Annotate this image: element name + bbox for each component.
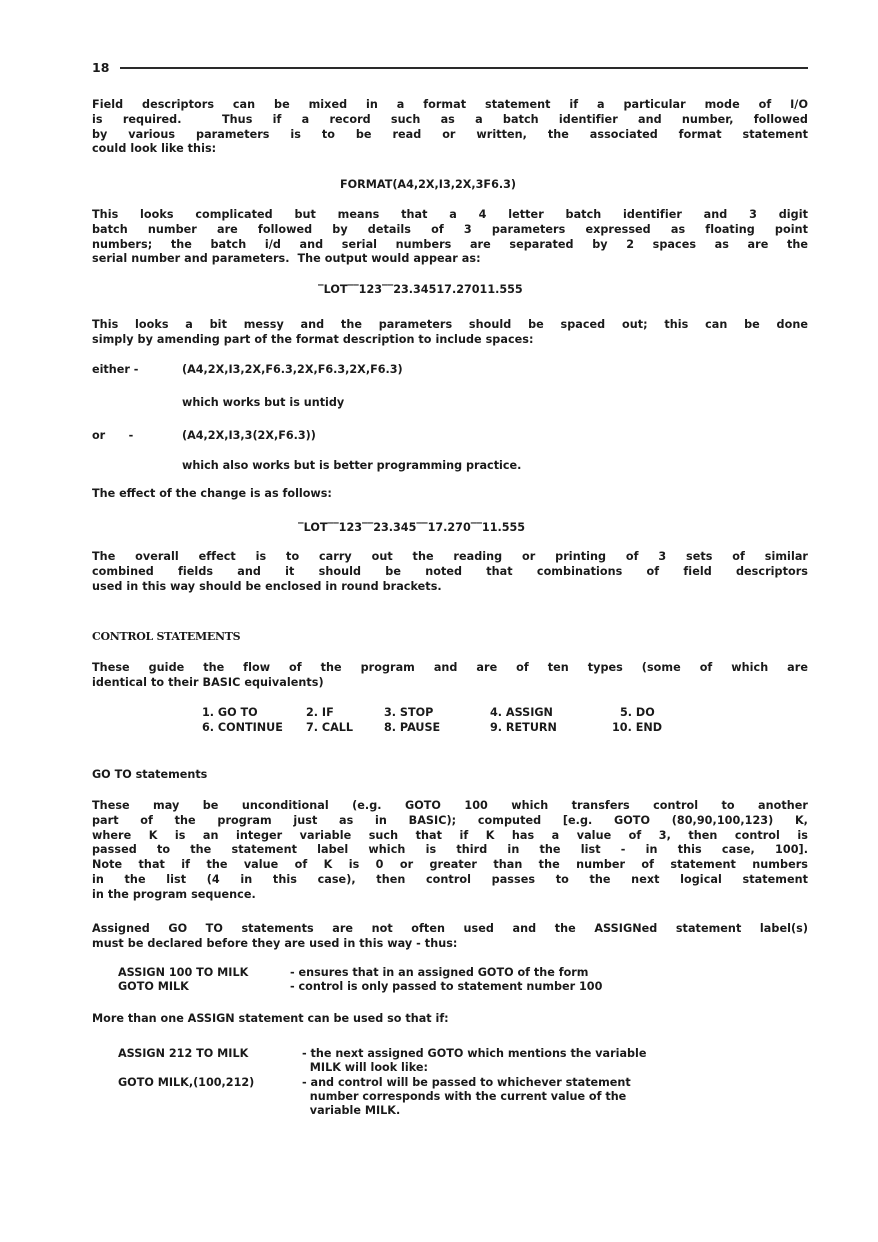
- intro-paragraph: [92, 98, 808, 157]
- more-example-desc: - and control will be passed to whichever statement: [302, 1076, 631, 1089]
- more-example-desc: number corresponds with the current value of the: [302, 1090, 627, 1103]
- control-type: 10. END: [612, 721, 663, 734]
- control-type: 1. GO TO: [202, 706, 258, 719]
- text-line: identical to their BASIC equivalents): [92, 675, 324, 689]
- section-heading-goto: GO TO statements: [92, 768, 208, 781]
- output-field: LOT: [323, 283, 348, 296]
- option-or-label: or -: [92, 429, 134, 442]
- text-line: serial number and parameters. The output would appear as:: [92, 252, 481, 266]
- text-line: in the program sequence.: [92, 887, 256, 901]
- text-line: This looks complicated but means that a 4 letter batch identifier and 3 digit: [92, 208, 808, 221]
- space-mark: ‾: [298, 521, 304, 534]
- text-line: must be declared before they are used in this way - thus:: [92, 936, 458, 950]
- space-mark: ‾‾: [327, 521, 339, 534]
- control-type: 4. ASSIGN: [490, 706, 553, 719]
- space-mark: ‾‾: [416, 521, 428, 534]
- assign-example-code: ASSIGN 100 TO MILK: [118, 966, 249, 979]
- more-example-desc: MILK will look like:: [302, 1061, 428, 1074]
- control-intro-paragraph: [92, 661, 808, 691]
- more-example-code: ASSIGN 212 TO MILK: [118, 1047, 249, 1060]
- assign-example-code: GOTO MILK: [118, 980, 189, 993]
- control-type: 2. IF: [306, 706, 334, 719]
- more-example-desc: variable MILK.: [302, 1104, 401, 1117]
- text-line: This looks a bit messy and the parameters should be spaced out; this can be done: [92, 318, 808, 331]
- control-type: 7. CALL: [306, 721, 354, 734]
- control-type: 3. STOP: [384, 706, 434, 719]
- output-field: LOT: [303, 521, 328, 534]
- page-number: 18: [92, 60, 110, 75]
- output-field: 123: [338, 521, 363, 534]
- output-field: 23.345: [373, 521, 417, 534]
- text-line: used in this way should be enclosed in round brackets.: [92, 579, 442, 593]
- text-line: batch number are followed by details of 3 parameters expressed as floating point: [92, 222, 808, 236]
- space-mark: ‾‾: [470, 521, 482, 534]
- text-line: in the list (4 in this case), then control passes to the next logical statement: [92, 872, 808, 886]
- more-intro: More than one ASSIGN statement can be used so that if:: [92, 1012, 449, 1025]
- output-example-2: [298, 521, 525, 534]
- header-rule: [120, 67, 808, 69]
- output-field: 17.270: [427, 521, 471, 534]
- assigned-paragraph: [92, 922, 808, 952]
- output-field: 11.555: [481, 521, 526, 534]
- format-example: FORMAT(A4,2X,I3,2X,3F6.3): [340, 178, 517, 191]
- section-heading-control-statements: CONTROL STATEMENTS: [92, 630, 241, 643]
- space-mark: ‾‾: [362, 521, 374, 534]
- goto-paragraph: [92, 799, 808, 903]
- more-example-desc: - the next assigned GOTO which mentions the variable: [302, 1047, 647, 1060]
- overall-paragraph: [92, 550, 808, 594]
- text-line: The overall effect is to carry out the reading or printing of 3 sets of similar: [92, 550, 808, 563]
- text-line: These may be unconditional (e.g. GOTO 100 which transfers control to another: [92, 799, 808, 812]
- option-or-comment: which also works but is better programming practice.: [182, 459, 522, 472]
- assign-example-desc: - ensures that in an assigned GOTO of the form: [290, 966, 589, 979]
- text-line: passed to the statement label which is third in the list - in this case, 100].: [92, 843, 808, 857]
- control-type: 9. RETURN: [490, 721, 557, 734]
- space-mark: ‾: [318, 283, 324, 296]
- page-header: [92, 60, 808, 76]
- control-type: 6. CONTINUE: [202, 721, 283, 734]
- text-line: Note that if the value of K is 0 or greater than the number of statement numbers: [92, 858, 808, 872]
- space-mark: ‾‾: [347, 283, 359, 296]
- option-either-label: either -: [92, 363, 139, 376]
- control-type: 8. PAUSE: [384, 721, 441, 734]
- control-type: 5. DO: [620, 706, 655, 719]
- output-example-1: [318, 283, 523, 296]
- more-example-code: GOTO MILK,(100,212): [118, 1076, 255, 1089]
- effect-intro: The effect of the change is as follows:: [92, 487, 332, 500]
- text-line: by various parameters is to be read or written, the associated format statement: [92, 127, 808, 141]
- assign-example-desc: - control is only passed to statement number 100: [290, 980, 603, 993]
- text-line: combined fields and it should be noted that combinations of field descriptors: [92, 564, 808, 578]
- text-line: simply by amending part of the format description to include spaces:: [92, 332, 534, 346]
- text-line: is required. Thus if a record such as a batch identifier and number, followed: [92, 112, 808, 126]
- option-either-comment: which works but is untidy: [182, 396, 345, 409]
- text-line: Field descriptors can be mixed in a format statement if a particular mode of I/O: [92, 98, 808, 111]
- text-line: These guide the flow of the program and are of ten types (some of which are: [92, 661, 808, 674]
- space-mark: ‾‾: [382, 283, 394, 296]
- text-line: could look like this:: [92, 142, 217, 156]
- text-line: part of the program just as in BASIC); computed [e.g. GOTO (80,90,100,123) K,: [92, 813, 808, 827]
- output-field: 123: [358, 283, 383, 296]
- text-line: numbers; the batch i/d and serial numbers are separated by 2 spaces as are the: [92, 237, 808, 251]
- text-line: Assigned GO TO statements are not often used and the ASSIGNed statement label(s): [92, 922, 808, 935]
- text-line: where K is an integer variable such that if K has a value of 3, then control is: [92, 828, 808, 842]
- option-or-code: (A4,2X,I3,3(2X,F6.3)): [182, 429, 316, 442]
- option-either-code: (A4,2X,I3,2X,F6.3,2X,F6.3,2X,F6.3): [182, 363, 403, 376]
- output-field: 23.34517.27011.555: [393, 283, 523, 296]
- explanation-paragraph: [92, 208, 808, 267]
- messy-paragraph: [92, 318, 808, 348]
